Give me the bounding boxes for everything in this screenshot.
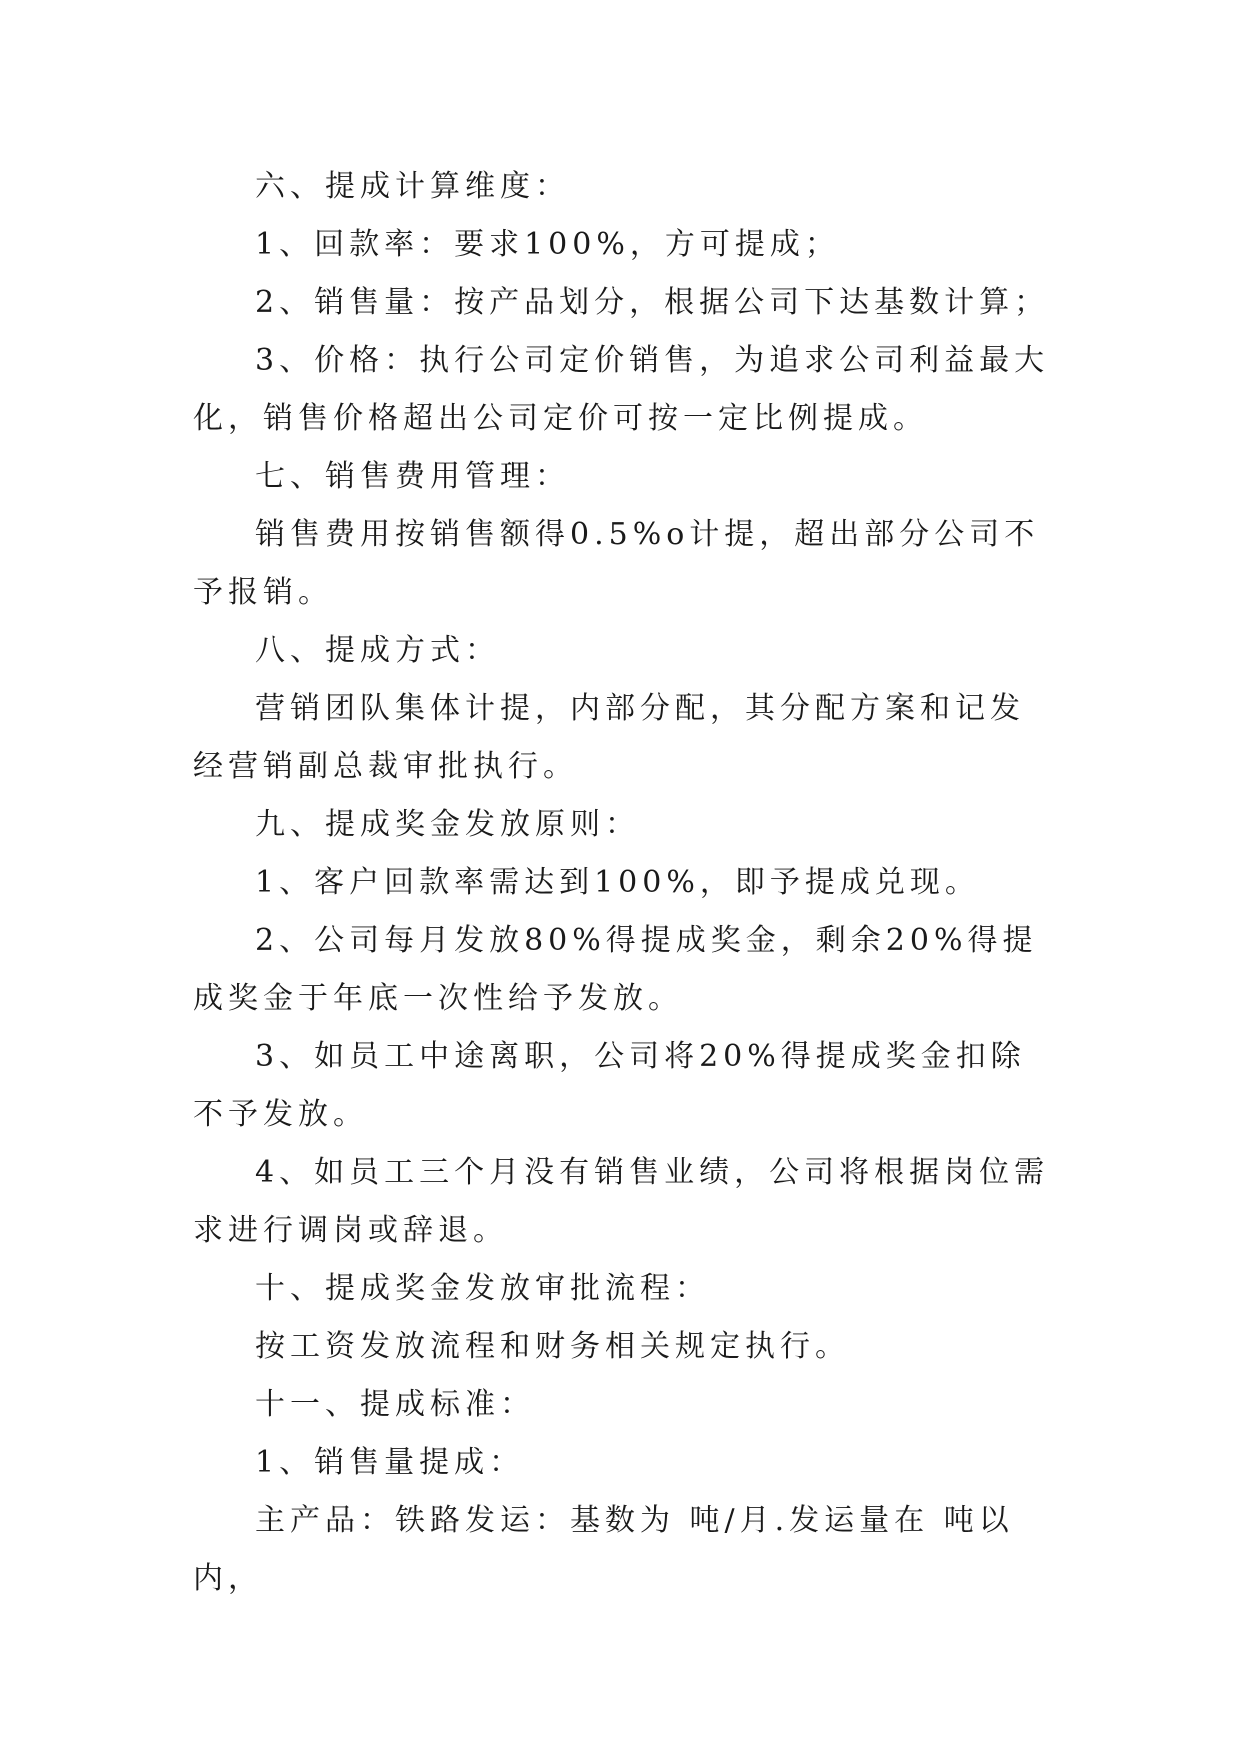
paragraph-main-product: 主产品：铁路发运：基数为 吨/月.发运量在 吨以内，	[193, 1503, 1014, 1596]
paragraph-principle-1: 1、客户回款率需达到100%，即予提成兑现。	[255, 865, 980, 900]
paragraph-principle-3: 3、如员工中途离职，公司将20%得提成奖金扣除不予发放。	[193, 1039, 1026, 1132]
paragraph-principle-2: 2、公司每月发放80%得提成奖金，剩余20%得提成奖金于年底一次性给予发放。	[193, 923, 1038, 1016]
paragraph-payment-rate: 1、回款率：要求100%，方可提成；	[255, 227, 840, 262]
paragraph-price: 3、价格：执行公司定价销售，为追求公司利益最大化，销售价格超出公司定价可按一定比例提成。	[193, 343, 1050, 436]
paragraph-sales-expense: 销售费用按销售额得0.5%o计提，超出部分公司不予报销。	[193, 517, 1040, 610]
document-body	[193, 158, 1053, 1608]
paragraph-sales-volume: 2、销售量：按产品划分，根据公司下达基数计算；	[255, 285, 1050, 320]
heading-section-9: 九、提成奖金发放原则：	[255, 807, 640, 842]
paragraph-approval-process: 按工资发放流程和财务相关规定执行。	[255, 1329, 850, 1364]
heading-section-10: 十、提成奖金发放审批流程：	[255, 1271, 710, 1306]
heading-section-6: 六、提成计算维度：	[255, 169, 570, 204]
paragraph-sales-volume-commission: 1、销售量提成：	[255, 1445, 525, 1480]
paragraph-principle-4: 4、如员工三个月没有销售业绩，公司将根据岗位需求进行调岗或辞退。	[193, 1155, 1050, 1248]
heading-section-8: 八、提成方式：	[255, 633, 500, 668]
heading-section-11: 十一、提成标准：	[255, 1387, 535, 1422]
paragraph-commission-method: 营销团队集体计提，内部分配，其分配方案和记发经营销副总裁审批执行。	[193, 691, 1025, 784]
heading-section-7: 七、销售费用管理：	[255, 459, 570, 494]
